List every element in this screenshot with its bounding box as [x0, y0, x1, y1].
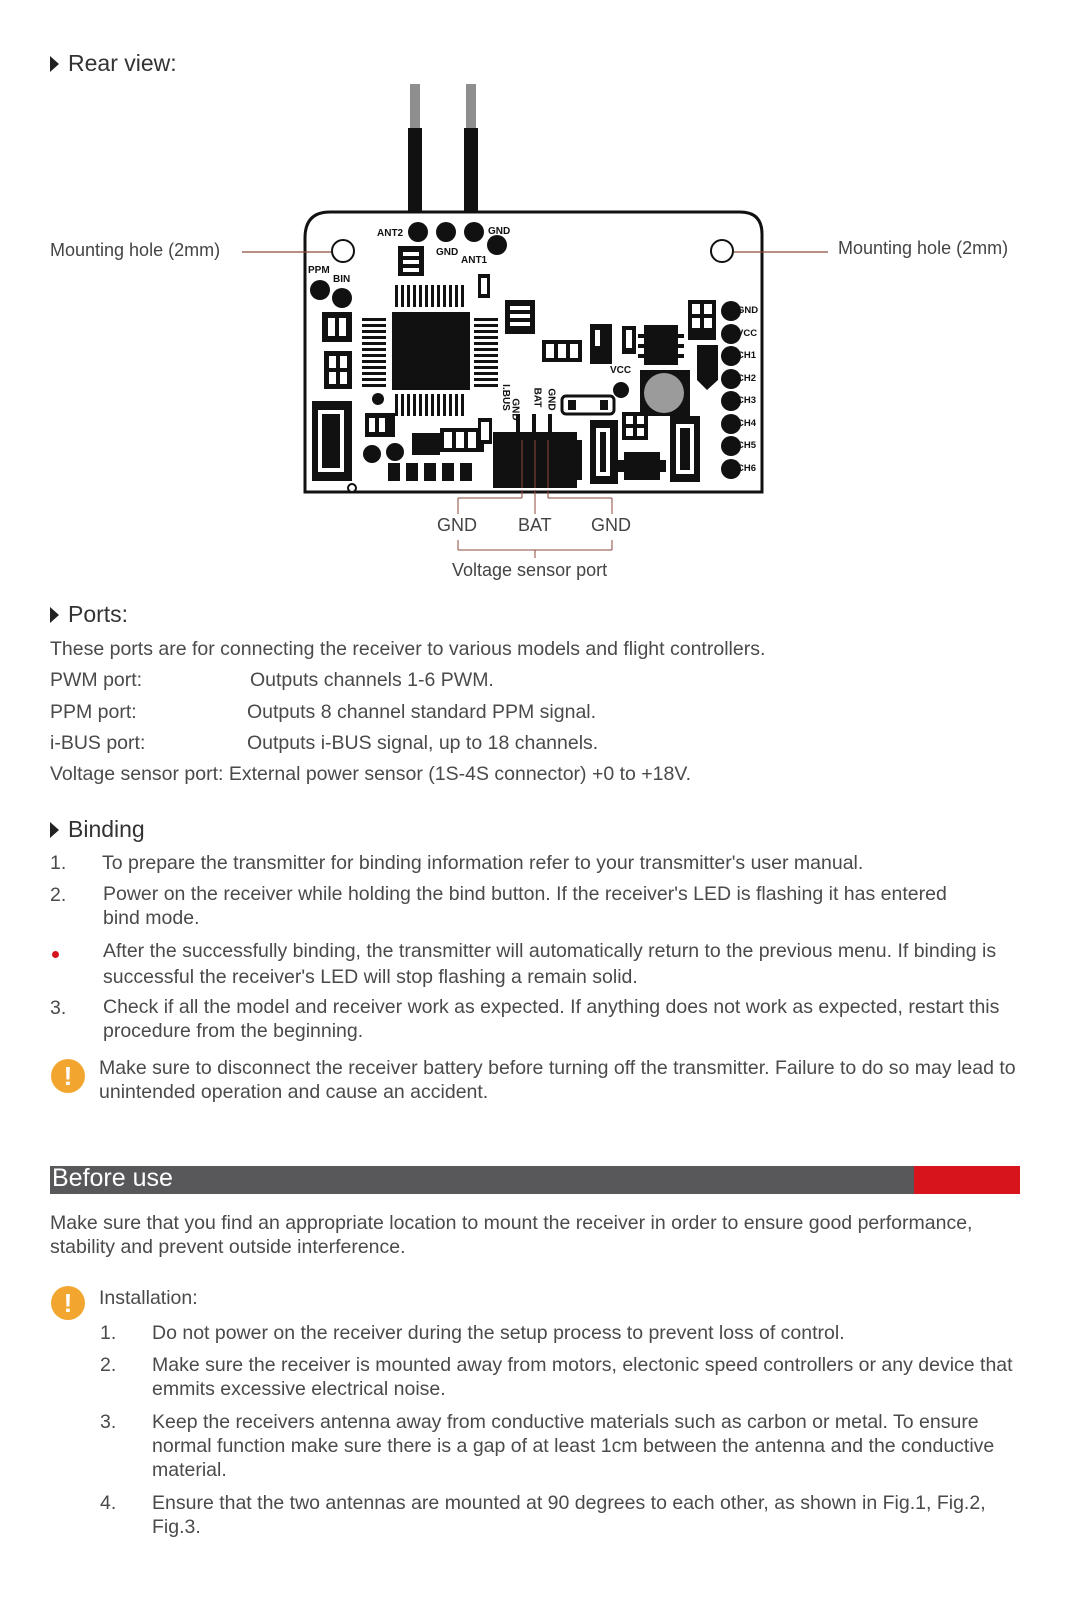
pcb-label-gnd-top: GND — [436, 247, 459, 258]
triangle-right-icon — [50, 607, 59, 623]
before-use-title: Before use — [52, 1164, 173, 1192]
port-desc-pwm: Outputs channels 1-6 PWM. — [250, 669, 494, 691]
port-desc-ibus: Outputs i-BUS signal, up to 18 channels. — [247, 732, 599, 754]
exclamation-circle-icon: ! — [51, 1286, 85, 1320]
bullet-dot-icon — [52, 951, 59, 958]
rear-view-heading: Rear view: — [50, 50, 177, 77]
receiver-rear-diagram — [0, 0, 1068, 600]
pcb-label-ant1: ANT1 — [461, 255, 488, 266]
mounting-hole-right-label: Mounting hole (2mm) — [838, 238, 1009, 258]
install-item-4: Ensure that the two antennas are mounted at 90 degrees to each other, as shown in Fig.1, Fig.2, Fig.3. — [152, 1492, 986, 1538]
installation-label: Installation: — [99, 1287, 198, 1309]
binding-step-2-num: 2. — [50, 884, 67, 906]
binding-step-1-num: 1. — [50, 852, 67, 874]
pcb-label-bin: BIN — [333, 274, 351, 285]
pcb-label-vcc: VCC — [610, 365, 632, 376]
install-item-1: Do not power on the receiver during the setup process to prevent loss of control. — [152, 1322, 845, 1344]
pcb-label-gnd-mid: GND — [509, 398, 521, 421]
pcb-label-gnd-mid2: GND — [545, 388, 557, 411]
pcb-label-bat: BAT — [531, 387, 543, 408]
install-item-3-num: 3. — [100, 1411, 117, 1433]
port-gnd1-label: GND — [437, 515, 477, 535]
binding-step-2: Power on the receiver while holding the bind button. If the receiver's LED is flashing it has entered bind mode. — [103, 883, 947, 929]
voltage-sensor-line: Voltage sensor port: External power sensor (1S-4S connector) +0 to +18V. — [50, 763, 691, 785]
pcb-right-labels: GND VCC CH1 CH2 CH3 CH4 CH5 CH6 — [737, 305, 759, 474]
port-gnd2-label: GND — [591, 515, 631, 535]
install-item-1-num: 1. — [100, 1322, 117, 1344]
pcb-label-ppm: PPM — [308, 265, 330, 276]
port-name-pwm: PWM port: — [50, 669, 143, 691]
binding-heading: Binding — [50, 816, 145, 843]
port-name-ppm: PPM port: — [50, 701, 137, 723]
port-desc-ppm: Outputs 8 channel standard PPM signal. — [247, 701, 597, 723]
pcb-label-ibus: I.BUS — [499, 384, 511, 411]
port-name-ibus: i-BUS port: — [50, 732, 146, 754]
voltage-sensor-port-label: Voltage sensor port — [452, 560, 608, 580]
before-use-header-bar — [50, 1166, 1020, 1194]
install-item-2-num: 2. — [100, 1354, 117, 1376]
install-item-3: Keep the receivers antenna away from conductive materials such as carbon or metal. To ensure normal function make sure there is a gap of at least 1cm between the antenna and the conductive material. — [152, 1411, 995, 1481]
binding-step-3-num: 3. — [50, 997, 67, 1019]
exclamation-circle-icon: ! — [51, 1059, 85, 1093]
ports-heading: Ports: — [50, 601, 128, 628]
pcb-label-gnd-top2: GND — [488, 226, 511, 237]
before-use-header-accent — [914, 1166, 1020, 1194]
before-use-intro: Make sure that you find an appropriate location to mount the receiver in order to ensure good performance, stability and prevent outside interference. — [50, 1212, 973, 1258]
ports-intro: These ports are for connecting the receiver to various models and flight controllers. — [50, 638, 766, 660]
binding-warning: Make sure to disconnect the receiver battery before turning off the transmitter. Failure to do so may lead to unintended operation and cause an accident. — [99, 1057, 1016, 1103]
binding-step-1: To prepare the transmitter for binding information refer to your transmitter's user manual. — [102, 852, 864, 874]
mounting-hole-left-label: Mounting hole (2mm) — [50, 240, 221, 260]
install-item-2: Make sure the receiver is mounted away from motors, electonic speed controllers or any device that emmits excessive electrical noise. — [152, 1354, 1013, 1400]
binding-note: After the successfully binding, the transmitter will automatically return to the previous menu. If binding is successful the receiver's LED will stop flashing a remain solid. — [103, 940, 997, 988]
pcb-label-ant2: ANT2 — [377, 228, 404, 239]
port-bat-label: BAT — [518, 515, 552, 535]
binding-step-3: Check if all the model and receiver work as expected. If anything does not work as expected, restart this procedure from the beginning. — [103, 996, 1000, 1042]
triangle-right-icon — [50, 822, 59, 838]
install-item-4-num: 4. — [100, 1492, 117, 1514]
